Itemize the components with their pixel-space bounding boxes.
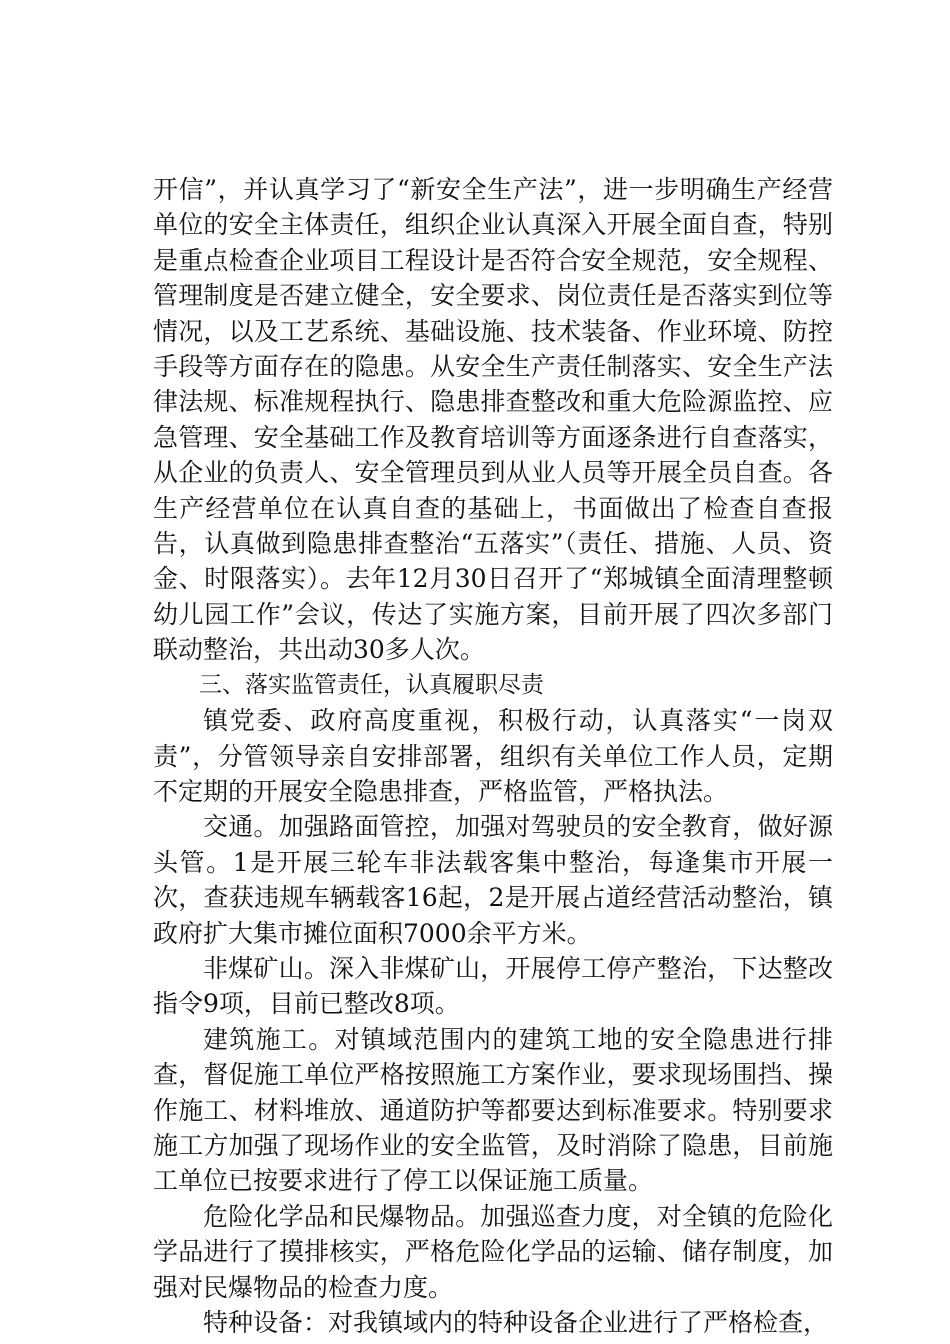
paragraph-non-coal-mines: 非煤矿山。深入非煤矿山，开展停工停产整治，下达整改指令9项，目前已整改8项。 — [153, 953, 833, 1019]
paragraph-supervision: 镇党委、政府高度重视，积极行动，认真落实“一岗双责”，分管领导亲自安排部署，组织有关单位工作人员，定期不定期的开展安全隐患排查，严格监管，严格执法。 — [153, 706, 833, 806]
section-heading: 三、落实监管责任，认真履职尽责 — [199, 671, 544, 698]
paragraph-continued: 开信”，并认真学习了“新安全生产法”，进一步明确生产经营单位的安全主体责任，组织企业认真深入开展全面自查，特别是重点检查企业项目工程设计是否符合安全规范，安全规程、管理制度是否建立健全，安全要求、岗位责任是否落实到位等情况，以及工艺系统、基础设施、技术装备、作业环境、防控手段等方面存在的隐患。从安全生产责任制落实、安全生产法律法规、标准规程执行、隐患排查整改和重大危险源监控、应急管理、安全基础工作及教育培训等方面逐条进行自查落实，从企业的负责人、安全管理员到从业人员等开展全员自查。各生产经营单位在认真自查的基础上，书面做出了检查自查报告，认真做到隐患排查整治“五落实”（责任、措施、人员、资金、时限落实）。去年12月30日召开了“郑城镇全面清理整顿幼儿园工作”会议，传达了实施方案，目前开展了四次多部门联动整治，共出动30多人次。 — [153, 175, 833, 665]
paragraph-construction: 建筑施工。对镇域范围内的建筑工地的安全隐患进行排查，督促施工单位严格按照施工方案作业，要求现场围挡、操作施工、材料堆放、通道防护等都要达到标准要求。特别要求施工方加强了现场作业的安全监管，及时消除了隐患，目前施工单位已按要求进行了停工以保证施工质量。 — [153, 1024, 833, 1196]
paragraph-traffic: 交通。加强路面管控，加强对驾驶员的安全教育，做好源头管。1是开展三轮车非法载客集中整治，每逢集市开展一次，查获违规车辆载客16起，2是开展占道经营活动整治，镇政府扩大集市摊位面积7000余平方米。 — [153, 812, 833, 948]
paragraph-hazardous-chemicals: 危险化学品和民爆物品。加强巡查力度，对全镇的危险化学品进行了摸排核实，严格危险化学品的运输、储存制度，加强对民爆物品的检查力度。 — [153, 1201, 833, 1302]
paragraph-special-equipment: 特种设备：对我镇域内的特种设备企业进行了严格检查， — [203, 1308, 829, 1337]
document-page — [153, 172, 833, 1340]
